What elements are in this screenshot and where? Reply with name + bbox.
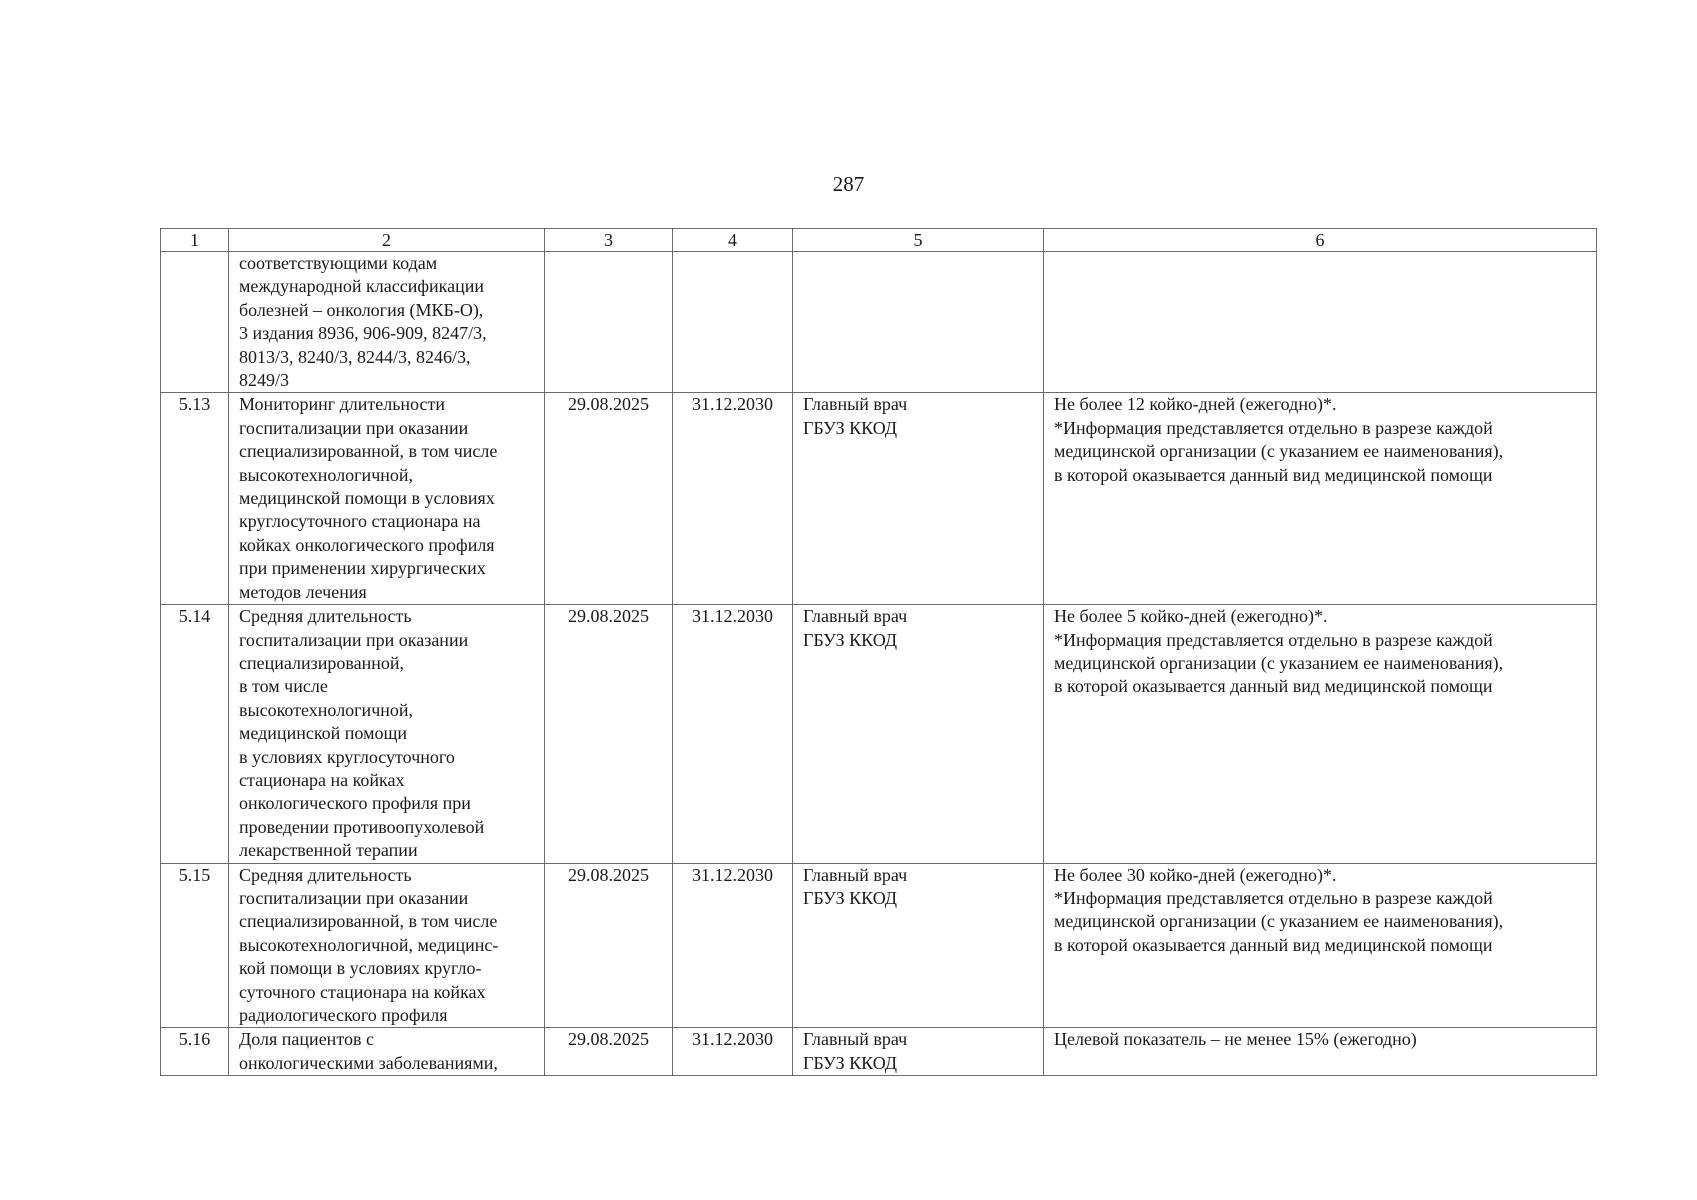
table-row xyxy=(161,393,1597,605)
start-date-cell: 29.08.2025 xyxy=(545,393,673,605)
start-date-cell xyxy=(545,252,673,393)
cell-text-line: в которой оказывается данный вид медицинской помощи xyxy=(1054,464,1493,485)
table-header-row xyxy=(161,229,1597,252)
cell-text-line: лекарственной терапии xyxy=(239,840,418,861)
cell-text-line: медицинской организации (с указанием ее наименования), xyxy=(1054,652,1504,673)
description-cell xyxy=(229,252,545,393)
cell-text-line: ГБУЗ ККОД xyxy=(803,629,898,650)
responsible-cell xyxy=(793,863,1044,1028)
end-date-cell: 31.12.2030 xyxy=(673,605,793,863)
end-date-cell: 31.12.2030 xyxy=(673,393,793,605)
cell-text-line: медицинской помощи в условиях xyxy=(239,488,495,509)
cell-text-line: медицинской организации (с указанием ее наименования), xyxy=(1054,911,1504,932)
start-date-cell: 29.08.2025 xyxy=(545,605,673,863)
column-header: 5 xyxy=(793,229,1044,252)
responsible-cell xyxy=(793,393,1044,605)
cell-text-line: болезней – онкология (МКБ-О), xyxy=(239,299,484,320)
start-date-cell: 29.08.2025 xyxy=(545,1028,673,1076)
responsible-cell xyxy=(793,252,1044,393)
end-date-cell: 31.12.2030 xyxy=(673,863,793,1028)
indicator-cell xyxy=(1044,393,1597,605)
cell-text-line: специализированной, в том числе xyxy=(239,441,498,462)
cell-text-line: международной классификации xyxy=(239,276,484,297)
table-row xyxy=(161,605,1597,863)
table-row xyxy=(161,1028,1597,1076)
column-header: 2 xyxy=(229,229,545,252)
cell-text-line: при применении хирургических xyxy=(239,558,486,579)
cell-text-line: Главный врач xyxy=(803,1029,908,1050)
cell-text-line: в том числе xyxy=(239,676,328,697)
cell-text-line: койках онкологического профиля xyxy=(239,534,495,555)
cell-text-line: ГБУЗ ККОД xyxy=(803,887,898,908)
table-row xyxy=(161,252,1597,393)
end-date-cell xyxy=(673,252,793,393)
cell-text-line: госпитализации при оказании xyxy=(239,417,469,438)
cell-text-line: Целевой показатель – не менее 15% (ежегодно) xyxy=(1054,1029,1417,1050)
cell-text-line: радиологического профиля xyxy=(239,1005,448,1025)
cell-text-line: Не более 30 койко-дней (ежегодно)*. xyxy=(1054,864,1337,885)
cell-text-line: ГБУЗ ККОД xyxy=(803,1052,898,1073)
description-cell xyxy=(229,605,545,863)
row-number-cell: 5.14 xyxy=(161,605,229,863)
description-cell xyxy=(229,1028,545,1076)
indicator-cell xyxy=(1044,1028,1597,1076)
cell-text-line: Главный врач xyxy=(803,394,908,415)
cell-text-line: стационара на койках xyxy=(239,769,405,790)
cell-text-line: Не более 5 койко-дней (ежегодно)*. xyxy=(1054,606,1328,627)
cell-text-line: высокотехнологичной, xyxy=(239,699,414,720)
cell-text-line: *Информация представляется отдельно в разрезе каждой xyxy=(1054,887,1493,908)
cell-text-line: высокотехнологичной, xyxy=(239,464,414,485)
column-header: 4 xyxy=(673,229,793,252)
cell-text-line: специализированной, в том числе xyxy=(239,911,498,932)
cell-text-line: *Информация представляется отдельно в разрезе каждой xyxy=(1054,629,1493,650)
cell-text-line: Главный врач xyxy=(803,864,908,885)
page-number: 287 xyxy=(832,172,865,196)
column-header: 6 xyxy=(1044,229,1597,252)
indicator-cell xyxy=(1044,252,1597,393)
cell-text-line: 3 издания 8936, 906-909, 8247/3, xyxy=(239,323,487,344)
cell-text-line: 8013/3, 8240/3, 8244/3, 8246/3, xyxy=(239,346,471,367)
column-header: 1 xyxy=(161,229,229,252)
cell-text-line: в которой оказывается данный вид медицинской помощи xyxy=(1054,934,1493,955)
start-date-cell: 29.08.2025 xyxy=(545,863,673,1028)
cell-text-line: 8249/3 xyxy=(239,370,290,391)
cell-text-line: суточного стационара на койках xyxy=(239,981,486,1002)
cell-text-line: онкологическими заболеваниями, xyxy=(239,1052,498,1073)
cell-text-line: Главный врач xyxy=(803,606,908,627)
cell-text-line: Доля пациентов с xyxy=(239,1029,374,1050)
responsible-cell xyxy=(793,1028,1044,1076)
cell-text-line: проведении противоопухолевой xyxy=(239,816,485,837)
table-row xyxy=(161,863,1597,1028)
cell-text-line: Не более 12 койко-дней (ежегодно)*. xyxy=(1054,394,1337,415)
column-header: 3 xyxy=(545,229,673,252)
cell-text-line: госпитализации при оказании xyxy=(239,887,469,908)
cell-text-line: ГБУЗ ККОД xyxy=(803,417,898,438)
row-number-cell: 5.15 xyxy=(161,863,229,1028)
cell-text-line: высокотехнологичной, медицинс- xyxy=(239,934,499,955)
row-number-cell: 5.13 xyxy=(161,393,229,605)
cell-text-line: онкологического профиля при xyxy=(239,793,471,814)
cell-text-line: в которой оказывается данный вид медицинской помощи xyxy=(1054,676,1493,697)
cell-text-line: соответствующими кодам xyxy=(239,253,438,273)
cell-text-line: методов лечения xyxy=(239,581,367,602)
responsible-cell xyxy=(793,605,1044,863)
measures-table xyxy=(160,228,1597,1076)
end-date-cell: 31.12.2030 xyxy=(673,1028,793,1076)
description-cell xyxy=(229,393,545,605)
cell-text-line: специализированной, xyxy=(239,652,405,673)
cell-text-line: медицинской организации (с указанием ее наименования), xyxy=(1054,441,1504,462)
cell-text-line: круглосуточного стационара на xyxy=(239,511,481,532)
description-cell xyxy=(229,863,545,1028)
cell-text-line: *Информация представляется отдельно в разрезе каждой xyxy=(1054,417,1493,438)
cell-text-line: Средняя длительность xyxy=(239,606,412,627)
cell-text-line: кой помощи в условиях кругло- xyxy=(239,958,482,979)
indicator-cell xyxy=(1044,605,1597,863)
cell-text-line: госпитализации при оказании xyxy=(239,629,469,650)
cell-text-line: в условиях круглосуточного xyxy=(239,746,455,767)
cell-text-line: медицинской помощи xyxy=(239,723,407,744)
indicator-cell xyxy=(1044,863,1597,1028)
row-number-cell xyxy=(161,252,229,393)
cell-text-line: Средняя длительность xyxy=(239,864,412,885)
cell-text-line: Мониторинг длительности xyxy=(239,394,445,415)
row-number-cell: 5.16 xyxy=(161,1028,229,1076)
